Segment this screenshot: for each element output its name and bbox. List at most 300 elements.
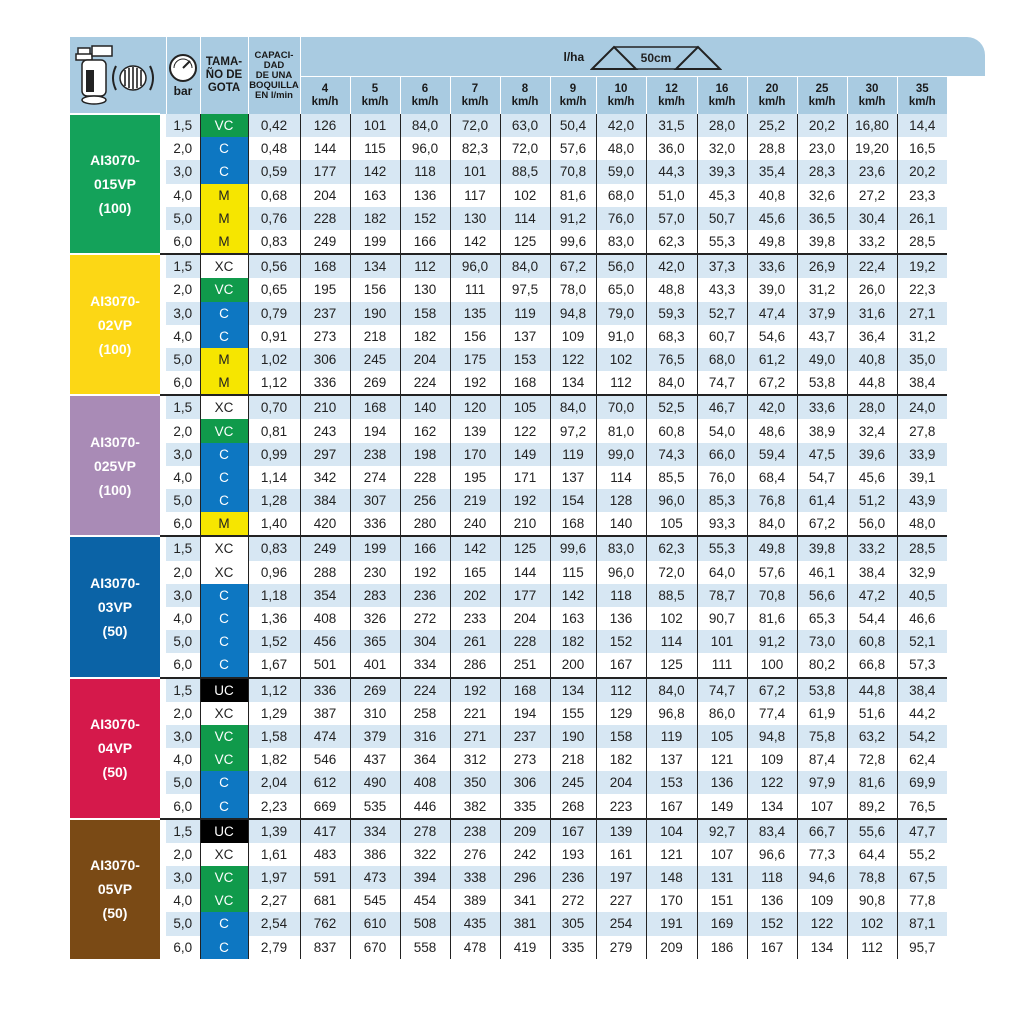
rate-cell: 23,0 xyxy=(797,137,847,160)
rate-cell: 109 xyxy=(797,889,847,912)
rate-cell: 210 xyxy=(500,512,550,536)
rate-cell: 20,2 xyxy=(897,160,947,183)
rate-cell: 38,4 xyxy=(847,561,897,584)
rate-cell: 49,8 xyxy=(747,230,797,254)
rate-cell: 19,20 xyxy=(847,137,897,160)
rate-cell: 121 xyxy=(697,748,747,771)
rate-cell: 306 xyxy=(500,771,550,794)
table-row xyxy=(70,936,985,959)
capacity-cell: 0,96 xyxy=(248,561,300,584)
capacity-cell: 1,12 xyxy=(248,678,300,702)
rate-cell: 59,0 xyxy=(596,160,646,183)
rate-cell: 105 xyxy=(697,725,747,748)
rate-cell: 195 xyxy=(450,466,500,489)
rate-cell: 27,1 xyxy=(897,302,947,325)
speed-header xyxy=(747,77,797,115)
rate-cell: 256 xyxy=(400,489,450,512)
rate-cell: 47,2 xyxy=(847,584,897,607)
table-row xyxy=(70,584,985,607)
rate-cell: 65,0 xyxy=(596,278,646,301)
rate-cell: 60,8 xyxy=(646,419,697,442)
speed-value: 9 xyxy=(569,82,577,95)
rate-cell: 137 xyxy=(550,466,596,489)
rate-cell: 46,7 xyxy=(697,395,747,419)
rate-cell: 228 xyxy=(300,207,350,230)
capacity-cell: 1,67 xyxy=(248,653,300,677)
rate-cell: 50,7 xyxy=(697,207,747,230)
rate-cell: 238 xyxy=(450,819,500,843)
rate-cell: 67,2 xyxy=(747,371,797,395)
rate-cell: 149 xyxy=(697,794,747,818)
rate-cell: 59,3 xyxy=(646,302,697,325)
rate-cell: 681 xyxy=(300,889,350,912)
pressure-cell: 5,0 xyxy=(166,489,200,512)
pressure-cell: 1,5 xyxy=(166,254,200,278)
rate-cell: 508 xyxy=(400,912,450,935)
rate-cell: 76,8 xyxy=(747,489,797,512)
table-row xyxy=(70,607,985,630)
rate-cell: 254 xyxy=(596,912,646,935)
rate-cell: 99,0 xyxy=(596,443,646,466)
rate-cell: 40,5 xyxy=(897,584,947,607)
rate-cell: 68,0 xyxy=(596,184,646,207)
rate-cell: 47,7 xyxy=(897,819,947,843)
drop-size-cell: VC xyxy=(200,748,248,771)
rate-cell: 437 xyxy=(350,748,400,771)
rate-cell: 112 xyxy=(400,254,450,278)
pressure-cell: 1,5 xyxy=(166,114,200,137)
drop-size-cell: M xyxy=(200,348,248,371)
rate-cell: 545 xyxy=(350,889,400,912)
table-row xyxy=(70,819,985,843)
speed-header xyxy=(847,77,897,115)
rate-cell: 334 xyxy=(400,653,450,677)
rate-cell: 228 xyxy=(500,630,550,653)
rate-cell: 28,8 xyxy=(747,137,797,160)
speed-header xyxy=(300,77,350,115)
rate-cell: 93,3 xyxy=(697,512,747,536)
rate-cell: 335 xyxy=(500,794,550,818)
rate-cell: 122 xyxy=(797,912,847,935)
rate-cell: 52,1 xyxy=(897,630,947,653)
rate-cell: 379 xyxy=(350,725,400,748)
rate-cell: 278 xyxy=(400,819,450,843)
rate-cell: 165 xyxy=(450,561,500,584)
rate-cell: 182 xyxy=(400,325,450,348)
rate-cell: 137 xyxy=(500,325,550,348)
pressure-cell: 5,0 xyxy=(166,348,200,371)
rate-cell: 49,8 xyxy=(747,536,797,560)
drop-size-cell: C xyxy=(200,137,248,160)
speed-header xyxy=(450,77,500,115)
rate-cell: 118 xyxy=(400,160,450,183)
rate-cell: 47,5 xyxy=(797,443,847,466)
rate-cell: 269 xyxy=(350,678,400,702)
rate-cell: 158 xyxy=(400,302,450,325)
rate-cell: 227 xyxy=(596,889,646,912)
rate-cell: 112 xyxy=(596,678,646,702)
rate-cell: 36,5 xyxy=(797,207,847,230)
rate-cell: 401 xyxy=(350,653,400,677)
rate-cell: 163 xyxy=(350,184,400,207)
drop-size-header: TAMA- ÑO DE GOTA xyxy=(200,37,248,114)
rate-cell: 387 xyxy=(300,702,350,725)
rate-cell: 44,3 xyxy=(646,160,697,183)
rate-cell: 22,3 xyxy=(897,278,947,301)
rate-cell: 32,6 xyxy=(797,184,847,207)
rate-cell: 48,0 xyxy=(897,512,947,536)
rate-cell: 242 xyxy=(500,843,550,866)
rate-cell: 190 xyxy=(550,725,596,748)
rate-cell: 61,2 xyxy=(747,348,797,371)
speed-unit: km/h xyxy=(708,95,736,108)
rate-cell: 341 xyxy=(500,889,550,912)
drop-size-cell: C xyxy=(200,160,248,183)
rate-cell: 136 xyxy=(697,771,747,794)
rate-cell: 39,3 xyxy=(697,160,747,183)
rate-cell: 163 xyxy=(550,607,596,630)
rate-cell: 68,3 xyxy=(646,325,697,348)
rate-cell: 77,8 xyxy=(897,889,947,912)
rate-cell: 70,0 xyxy=(596,395,646,419)
rate-cell: 36,0 xyxy=(646,137,697,160)
capacity-cell: 0,65 xyxy=(248,278,300,301)
rate-cell: 186 xyxy=(697,936,747,959)
rate-cell: 38,9 xyxy=(797,419,847,442)
rate-cell: 336 xyxy=(300,678,350,702)
rate-cell: 305 xyxy=(550,912,596,935)
nozzle-flow-table xyxy=(70,37,985,959)
rate-cell: 76,0 xyxy=(697,466,747,489)
rate-cell: 126 xyxy=(300,114,350,137)
rate-cell: 104 xyxy=(646,819,697,843)
pressure-cell: 2,0 xyxy=(166,419,200,442)
table-row xyxy=(70,843,985,866)
table-row xyxy=(70,207,985,230)
rate-cell: 194 xyxy=(350,419,400,442)
speed-unit: km/h xyxy=(311,95,339,108)
table-row xyxy=(70,866,985,889)
rate-cell: 90,8 xyxy=(847,889,897,912)
rate-cell: 46,1 xyxy=(797,561,847,584)
rate-cell: 236 xyxy=(550,866,596,889)
rate-cell: 306 xyxy=(300,348,350,371)
rate-cell: 33,2 xyxy=(847,230,897,254)
pressure-cell: 4,0 xyxy=(166,325,200,348)
rate-cell: 204 xyxy=(400,348,450,371)
pressure-cell: 4,0 xyxy=(166,748,200,771)
rate-cell: 168 xyxy=(550,512,596,536)
rate-cell: 35,0 xyxy=(897,348,947,371)
rate-cell: 136 xyxy=(747,889,797,912)
pressure-cell: 3,0 xyxy=(166,725,200,748)
rate-cell: 121 xyxy=(646,843,697,866)
rate-cell: 74,3 xyxy=(646,443,697,466)
speed-header xyxy=(550,77,596,115)
pressure-cell: 2,0 xyxy=(166,843,200,866)
nozzle-model-label: AI3070- 03VP (50) xyxy=(70,536,160,677)
capacity-cell: 0,99 xyxy=(248,443,300,466)
rate-cell: 31,2 xyxy=(797,278,847,301)
rate-cell: 101 xyxy=(350,114,400,137)
rate-cell: 112 xyxy=(847,936,897,959)
speed-unit: km/h xyxy=(658,95,685,108)
rate-cell: 102 xyxy=(596,348,646,371)
rate-cell: 97,5 xyxy=(500,278,550,301)
rate-cell: 99,6 xyxy=(550,230,596,254)
capacity-cell: 2,04 xyxy=(248,771,300,794)
nozzle-model-label: AI3070- 015VP (100) xyxy=(70,114,160,254)
speed-header xyxy=(646,77,697,115)
rate-cell: 195 xyxy=(300,278,350,301)
rate-cell: 49,0 xyxy=(797,348,847,371)
rate-cell: 228 xyxy=(400,466,450,489)
pressure-cell: 3,0 xyxy=(166,866,200,889)
rate-cell: 96,0 xyxy=(400,137,450,160)
rate-cell: 43,3 xyxy=(697,278,747,301)
drop-size-cell: UC xyxy=(200,819,248,843)
rate-cell: 384 xyxy=(300,489,350,512)
rate-cell: 74,7 xyxy=(697,678,747,702)
pressure-cell: 4,0 xyxy=(166,889,200,912)
rate-cell: 39,8 xyxy=(797,536,847,560)
rate-cell: 26,1 xyxy=(897,207,947,230)
table-row xyxy=(70,137,985,160)
rate-cell: 837 xyxy=(300,936,350,959)
rate-cell: 84,0 xyxy=(550,395,596,419)
rate-cell: 77,3 xyxy=(797,843,847,866)
rate-cell: 119 xyxy=(550,443,596,466)
rate-cell: 140 xyxy=(596,512,646,536)
rate-cell: 194 xyxy=(500,702,550,725)
rate-cell: 135 xyxy=(450,302,500,325)
rate-cell: 271 xyxy=(450,725,500,748)
rate-cell: 249 xyxy=(300,230,350,254)
rate-cell: 67,2 xyxy=(550,254,596,278)
rate-cell: 322 xyxy=(400,843,450,866)
rate-cell: 276 xyxy=(450,843,500,866)
rate-cell: 24,0 xyxy=(897,395,947,419)
rate-cell: 22,4 xyxy=(847,254,897,278)
rate-cell: 125 xyxy=(500,536,550,560)
rate-cell: 57,3 xyxy=(897,653,947,677)
rate-cell: 233 xyxy=(450,607,500,630)
rate-cell: 456 xyxy=(300,630,350,653)
rate-cell: 170 xyxy=(450,443,500,466)
rate-cell: 221 xyxy=(450,702,500,725)
speed-value: 7 xyxy=(471,82,479,95)
speed-unit: km/h xyxy=(361,95,389,108)
rate-cell: 535 xyxy=(350,794,400,818)
rate-cell: 101 xyxy=(450,160,500,183)
rate-cell: 310 xyxy=(350,702,400,725)
nozzle-model-label: AI3070- 02VP (100) xyxy=(70,254,160,395)
rate-cell: 136 xyxy=(596,607,646,630)
rate-cell: 54,4 xyxy=(847,607,897,630)
rate-cell: 68,4 xyxy=(747,466,797,489)
rate-cell: 230 xyxy=(350,561,400,584)
rate-cell: 81,6 xyxy=(747,607,797,630)
rate-cell: 219 xyxy=(450,489,500,512)
capacity-cell: 0,83 xyxy=(248,536,300,560)
rate-cell: 63,0 xyxy=(500,114,550,137)
rate-cell: 261 xyxy=(450,630,500,653)
pressure-cell: 1,5 xyxy=(166,819,200,843)
capacity-cell: 1,18 xyxy=(248,584,300,607)
rate-cell: 52,5 xyxy=(646,395,697,419)
pressure-cell: 5,0 xyxy=(166,912,200,935)
rate-cell: 156 xyxy=(350,278,400,301)
rate-cell: 72,8 xyxy=(847,748,897,771)
rate-cell: 142 xyxy=(450,536,500,560)
rate-cell: 107 xyxy=(697,843,747,866)
rate-cell: 94,6 xyxy=(797,866,847,889)
rate-cell: 190 xyxy=(350,302,400,325)
rate-cell: 83,4 xyxy=(747,819,797,843)
rate-cell: 101 xyxy=(697,630,747,653)
rate-cell: 57,6 xyxy=(747,561,797,584)
pressure-cell: 3,0 xyxy=(166,584,200,607)
rate-cell: 338 xyxy=(450,866,500,889)
speed-unit: km/h xyxy=(607,95,635,108)
rate-cell: 167 xyxy=(550,819,596,843)
rate-cell: 105 xyxy=(646,512,697,536)
nozzle-model-label: AI3070- 04VP (50) xyxy=(70,678,160,819)
pressure-header xyxy=(166,37,200,114)
rate-cell: 97,2 xyxy=(550,419,596,442)
rate-cell: 251 xyxy=(500,653,550,677)
rate-cell: 33,2 xyxy=(847,536,897,560)
rate-cell: 78,0 xyxy=(550,278,596,301)
rate-cell: 51,6 xyxy=(847,702,897,725)
rate-cell: 31,2 xyxy=(897,325,947,348)
rate-cell: 109 xyxy=(747,748,797,771)
rate-cell: 152 xyxy=(747,912,797,935)
speed-value: 6 xyxy=(421,82,429,95)
rate-cell: 23,6 xyxy=(847,160,897,183)
pressure-cell: 2,0 xyxy=(166,702,200,725)
rate-cell: 296 xyxy=(500,866,550,889)
rate-cell: 67,2 xyxy=(797,512,847,536)
rate-cell: 386 xyxy=(350,843,400,866)
rate-cell: 446 xyxy=(400,794,450,818)
pressure-cell: 1,5 xyxy=(166,536,200,560)
rate-cell: 149 xyxy=(500,443,550,466)
rate-cell: 39,8 xyxy=(797,230,847,254)
rate-cell: 45,3 xyxy=(697,184,747,207)
capacity-cell: 1,52 xyxy=(248,630,300,653)
rate-cell: 56,6 xyxy=(797,584,847,607)
rate-cell: 136 xyxy=(400,184,450,207)
nozzle-icon xyxy=(70,40,160,110)
capacity-cell: 0,76 xyxy=(248,207,300,230)
rate-cell: 50,4 xyxy=(550,114,596,137)
drop-size-cell: VC xyxy=(200,114,248,137)
rate-cell: 91,2 xyxy=(747,630,797,653)
rate-cell: 72,0 xyxy=(450,114,500,137)
rate-cell: 153 xyxy=(646,771,697,794)
rate-cell: 30,4 xyxy=(847,207,897,230)
capacity-cell: 1,36 xyxy=(248,607,300,630)
drop-size-cell: M xyxy=(200,207,248,230)
rate-cell: 238 xyxy=(350,443,400,466)
drop-size-cell: C xyxy=(200,794,248,818)
rate-cell: 44,8 xyxy=(847,371,897,395)
drop-size-cell: XC xyxy=(200,254,248,278)
drop-size-cell: C xyxy=(200,771,248,794)
rate-cell: 175 xyxy=(450,348,500,371)
capacity-cell: 0,59 xyxy=(248,160,300,183)
rate-cell: 86,0 xyxy=(697,702,747,725)
drop-size-cell: M xyxy=(200,230,248,254)
rate-cell: 45,6 xyxy=(847,466,897,489)
rate-cell: 408 xyxy=(300,607,350,630)
drop-size-cell: C xyxy=(200,466,248,489)
speed-header xyxy=(697,77,747,115)
rate-cell: 54,2 xyxy=(897,725,947,748)
rate-cell: 27,8 xyxy=(897,419,947,442)
capacity-cell: 1,40 xyxy=(248,512,300,536)
rate-cell: 112 xyxy=(596,371,646,395)
rate-cell: 336 xyxy=(300,371,350,395)
rate-cell: 66,8 xyxy=(847,653,897,677)
rate-cell: 19,2 xyxy=(897,254,947,278)
speed-value: 8 xyxy=(521,82,529,95)
rate-cell: 56,0 xyxy=(596,254,646,278)
rate-cell: 40,8 xyxy=(847,348,897,371)
pressure-cell: 6,0 xyxy=(166,371,200,395)
rate-cell: 152 xyxy=(596,630,646,653)
rate-cell: 70,8 xyxy=(747,584,797,607)
rate-cell: 28,0 xyxy=(697,114,747,137)
rate-cell: 26,9 xyxy=(797,254,847,278)
rate-cell: 119 xyxy=(500,302,550,325)
rate-cell: 78,8 xyxy=(847,866,897,889)
rate-cell: 36,4 xyxy=(847,325,897,348)
capacity-cell: 2,23 xyxy=(248,794,300,818)
rate-cell: 307 xyxy=(350,489,400,512)
rate-cell: 84,0 xyxy=(747,512,797,536)
nozzle-model-label: AI3070- 05VP (50) xyxy=(70,819,160,959)
drop-size-cell: M xyxy=(200,371,248,395)
rate-cell: 39,6 xyxy=(847,443,897,466)
rate-cell: 115 xyxy=(350,137,400,160)
table-row xyxy=(70,912,985,935)
speed-value: 10 xyxy=(614,82,628,95)
rate-cell: 171 xyxy=(500,466,550,489)
rate-cell: 129 xyxy=(596,702,646,725)
pressure-cell: 6,0 xyxy=(166,230,200,254)
drop-size-cell: C xyxy=(200,489,248,512)
speed-unit: km/h xyxy=(511,95,539,108)
table-row xyxy=(70,512,985,536)
table-row xyxy=(70,395,985,419)
rate-cell: 130 xyxy=(400,278,450,301)
capacity-cell: 0,48 xyxy=(248,137,300,160)
rate-cell: 44,2 xyxy=(897,702,947,725)
rate-cell: 336 xyxy=(350,512,400,536)
rate-cell: 43,7 xyxy=(797,325,847,348)
rate-cell: 96,8 xyxy=(646,702,697,725)
rate-cell: 182 xyxy=(350,207,400,230)
rate-cell: 63,2 xyxy=(847,725,897,748)
rate-cell: 122 xyxy=(500,419,550,442)
table-row xyxy=(70,653,985,677)
rate-cell: 42,0 xyxy=(747,395,797,419)
rate-cell: 122 xyxy=(550,348,596,371)
pressure-gauge-icon xyxy=(168,53,198,83)
table-body xyxy=(70,114,985,959)
